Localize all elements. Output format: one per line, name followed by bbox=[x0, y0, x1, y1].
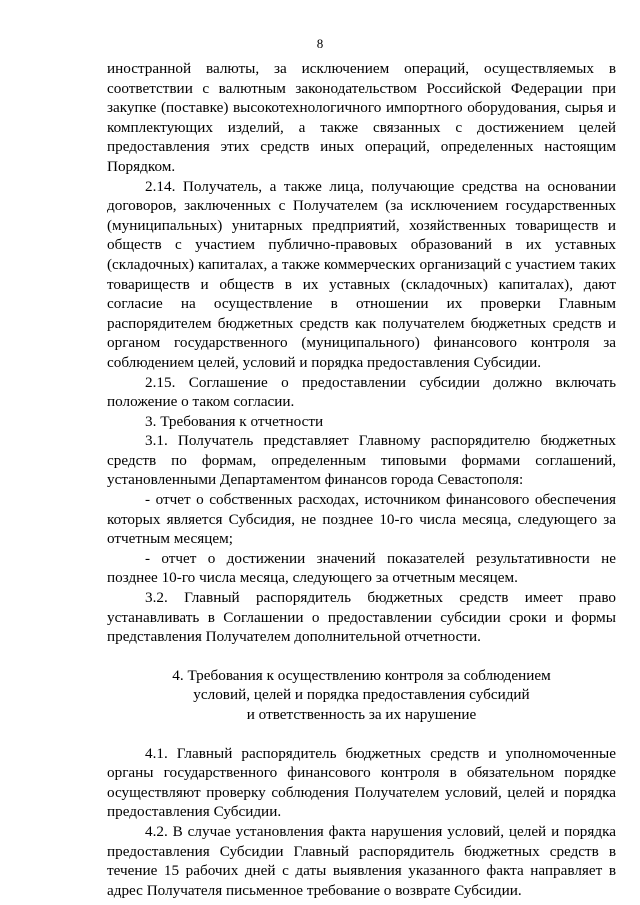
paragraph-continuation: иностранной валюты, за исключением операций, осуществляемых в соответствии с валютным законодательством Российской Федерации при закупке (поставке) высокотехнологичного импортного оборудования, сырья и комплектующих изделий, а также связанных с достижением целей предоставления этих средств иных операций, определенных настоящим Порядком. bbox=[107, 60, 616, 175]
list-item-expense-report: - отчет о собственных расходах, источником финансового обеспечения которых является Субсидия, не позднее 10-го числа месяца, следующего за отчетным месяцем; bbox=[107, 491, 616, 548]
section-3-heading: 3. Требования к отчетности bbox=[145, 412, 324, 430]
section-4-heading bbox=[107, 666, 616, 725]
paragraph-3-2: 3.2. Главный распорядитель бюджетных средств имеет право устанавливать в Соглашении о предоставлении субсидии сроки и формы представления Получателем дополнительной отчетности. bbox=[107, 589, 616, 646]
paragraph-3-1: 3.1. Получатель представляет Главному распорядителю бюджетных средств по формам, определенным типовыми формами соглашений, установленными Департаментом финансов города Севастополя: bbox=[107, 432, 616, 489]
page-number: 8 bbox=[316, 36, 324, 51]
paragraph-4-1: 4.1. Главный распорядитель бюджетных средств и уполномоченные органы государственного финансового контроля в обязательном порядке осуществляют проверку соблюдения Получателем условий, целей и порядка предоставления Субсидии. bbox=[107, 744, 616, 821]
document-body bbox=[107, 59, 616, 900]
paragraph-2-15: 2.15. Соглашение о предоставлении субсидии должно включать положение о таком согласии. bbox=[107, 373, 616, 411]
list-item-performance-report: - отчет о достижении значений показателей результативности не позднее 10-го числа месяца, следующего за отчетным месяцем. bbox=[107, 549, 616, 587]
paragraph-4-2: 4.2. В случае установления факта нарушения условий, целей и порядка предоставления Субсидии Главный распорядитель бюджетных средств в течение 15 рабочих дней с даты выявления указанного факта направляет в адрес Получателя письменное требование о возврате Субсидии. bbox=[107, 822, 616, 899]
section-4-heading-line-2: условий, целей и порядка предоставления субсидий bbox=[193, 686, 530, 704]
section-4-heading-line-3: и ответственность за их нарушение bbox=[246, 706, 477, 723]
paragraph-2-14: 2.14. Получатель, а также лица, получающие средства на основании договоров, заключенных с Получателем (за исключением государственных (муниципальных) унитарных предприятий, хозяйственных товариществ и обществ с участием публично-правовых образований в их уставных (складочных) капиталах, а также коммерческих организаций с участием таких товариществ и обществ в их уставных (складочных) капиталах), дают согласие на осуществление в отношении их проверки Главным распорядителем бюджетных средств как получателем бюджетных средств и органом государственного (муниципального) финансового контроля за соблюдением целей, условий и порядка предоставления Субсидии. bbox=[107, 177, 616, 371]
section-4-heading-line-1: 4. Требования к осуществлению контроля за соблюдением bbox=[172, 666, 551, 684]
